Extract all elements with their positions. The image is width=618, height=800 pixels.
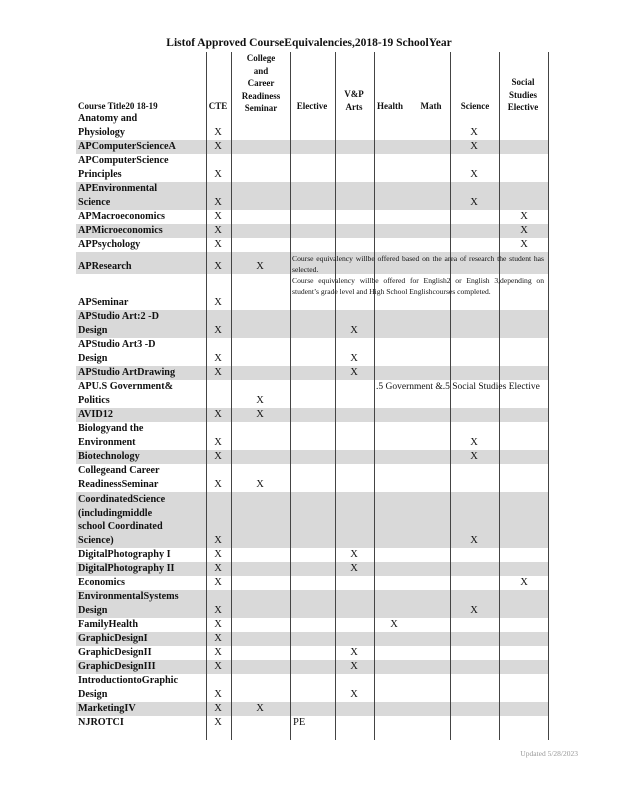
header-ss-line: Social <box>511 77 535 87</box>
course-title-line: EnvironmentalSystems <box>78 591 179 603</box>
updated-date: Updated 5/28/2023 <box>520 749 578 758</box>
course-title-line: Collegeand Career <box>78 465 160 477</box>
course-title <box>78 408 204 422</box>
mark-cte: X <box>214 239 222 250</box>
course-title-line: IntroductiontoGraphic <box>78 675 178 687</box>
course-title-line: Biologyand the <box>78 423 144 435</box>
mark-cte: X <box>214 211 222 222</box>
course-title <box>78 338 204 366</box>
mark-cte: X <box>214 703 222 714</box>
course-title-line: (includingmiddle <box>78 507 153 519</box>
header-health: Health <box>377 101 403 111</box>
mark-science: X <box>470 169 478 180</box>
column-divider <box>231 52 232 740</box>
header-vpa-line: V&P <box>344 89 364 99</box>
course-title <box>78 238 204 252</box>
header-vpa-line: Arts <box>345 101 363 112</box>
mark-science: X <box>470 535 478 546</box>
mark-cte: X <box>214 563 222 574</box>
mark-ccrs: X <box>256 703 264 714</box>
course-title-line: Design <box>78 689 108 701</box>
column-divider <box>450 52 451 740</box>
equivalency-table <box>76 52 548 740</box>
course-title <box>78 632 204 646</box>
header-ccrs-line: Seminar <box>244 103 278 114</box>
course-title <box>78 380 204 408</box>
course-title-line: Principles <box>78 169 122 181</box>
course-title <box>78 182 204 210</box>
mark-ccrs: X <box>256 479 264 490</box>
mark-cte: X <box>214 577 222 588</box>
mark-science: X <box>470 141 478 152</box>
equivalency-note: .5 Government &.5 Social Studies Elective <box>376 382 540 392</box>
course-title-line: DigitalPhotography II <box>78 563 175 575</box>
mark-vpa: X <box>350 689 358 700</box>
mark-cte: X <box>214 325 222 336</box>
course-title-line: Environment <box>78 437 136 449</box>
mark-vpa: X <box>350 661 358 672</box>
course-title-line: Design <box>78 605 108 617</box>
course-title-line: APSeminar <box>78 297 129 309</box>
course-title <box>78 210 204 224</box>
mark-science: X <box>470 127 478 138</box>
column-divider <box>499 52 500 740</box>
mark-cte: X <box>214 225 222 236</box>
mark-ss: X <box>520 239 528 250</box>
mark-vpa: X <box>350 563 358 574</box>
mark-ss: X <box>520 211 528 222</box>
course-title <box>78 548 204 562</box>
header-math: Math <box>420 101 442 111</box>
mark-elective: PE <box>293 717 306 728</box>
mark-science: X <box>470 197 478 208</box>
course-title-line: APComputerScienceA <box>78 141 176 153</box>
course-title <box>78 590 204 618</box>
mark-cte: X <box>214 661 222 672</box>
course-title-line: APMacroeconomics <box>78 211 165 223</box>
course-title <box>78 154 204 182</box>
header-vpa <box>335 88 373 113</box>
mark-vpa: X <box>350 549 358 560</box>
course-title-line: MarketingIV <box>78 703 136 715</box>
header-ss-line: Elective <box>507 102 539 113</box>
course-title <box>78 674 204 702</box>
mark-cte: X <box>214 549 222 560</box>
course-title-line: AVID12 <box>78 409 113 421</box>
course-title-line: GraphicDesignI <box>78 633 148 645</box>
course-title-line: Design <box>78 353 108 365</box>
course-title-line: Anatomy and <box>78 113 138 125</box>
mark-cte: X <box>214 689 222 700</box>
mark-vpa: X <box>350 325 358 336</box>
mark-science: X <box>470 437 478 448</box>
column-divider <box>290 52 291 740</box>
course-title <box>78 464 204 492</box>
course-title-line: GraphicDesignII <box>78 647 152 659</box>
course-title <box>78 618 204 632</box>
course-title <box>78 112 204 140</box>
course-title-line: Economics <box>78 577 125 589</box>
course-title-line: APStudio Art:2 -D <box>78 311 159 323</box>
course-title <box>78 422 204 450</box>
course-title <box>78 576 204 590</box>
mark-cte: X <box>214 437 222 448</box>
mark-cte: X <box>214 169 222 180</box>
equivalency-note: Course equivalency willbe offered for English2 or English 3,depending on student’s grade level and High School Englishcourses completed. <box>292 276 544 297</box>
mark-cte: X <box>214 297 222 308</box>
mark-vpa: X <box>350 647 358 658</box>
mark-cte: X <box>214 535 222 546</box>
mark-cte: X <box>214 605 222 616</box>
mark-cte: X <box>214 197 222 208</box>
course-title <box>78 660 204 674</box>
mark-cte: X <box>214 261 222 272</box>
header-ccrs-line: Career <box>247 78 275 89</box>
mark-ccrs: X <box>256 395 264 406</box>
course-title-line: Science <box>78 197 111 209</box>
header-ccrs-line: Readiness <box>241 90 281 101</box>
course-title-line: CoordinatedScience <box>78 493 166 505</box>
course-title-line: APResearch <box>78 261 132 273</box>
course-title <box>78 140 204 154</box>
mark-cte: X <box>214 451 222 462</box>
course-title-line: Physiology <box>78 127 125 139</box>
mark-cte: X <box>214 647 222 658</box>
course-title <box>78 702 204 716</box>
course-title-line: FamilyHealth <box>78 619 138 631</box>
course-title-line: DigitalPhotography I <box>78 549 171 561</box>
course-title-line: GraphicDesignIII <box>78 661 156 673</box>
header-course-title: Course Title20 18-19 <box>78 101 158 111</box>
mark-cte: X <box>214 633 222 644</box>
header-ss-line: Studies <box>508 89 537 100</box>
course-title <box>78 562 204 576</box>
equivalency-note: Course equivalency willbe offered based on the area of research the student has selected. <box>292 254 544 275</box>
header-ccrs-line: College <box>246 53 276 63</box>
course-title <box>78 366 204 380</box>
mark-ccrs: X <box>256 261 264 272</box>
mark-science: X <box>470 451 478 462</box>
mark-science: X <box>470 605 478 616</box>
course-title <box>78 260 204 274</box>
header-science: Science <box>460 101 490 111</box>
course-title <box>78 646 204 660</box>
mark-cte: X <box>214 141 222 152</box>
mark-cte: X <box>214 367 222 378</box>
course-title <box>78 450 204 464</box>
column-divider <box>374 52 375 740</box>
column-divider <box>335 52 336 740</box>
header-cte: CTE <box>208 101 228 111</box>
header-college-career-readiness <box>233 52 289 115</box>
course-title-line: APStudio ArtDrawing <box>78 367 176 379</box>
course-title <box>78 224 204 238</box>
mark-ss: X <box>520 577 528 588</box>
course-title-line: APU.S Government& <box>78 381 174 393</box>
course-title-line: Science) <box>78 535 114 547</box>
column-divider <box>548 52 549 740</box>
course-title <box>78 296 204 310</box>
course-title <box>78 310 204 338</box>
mark-vpa: X <box>350 353 358 364</box>
course-title-line: APPsychology <box>78 239 141 251</box>
header-ccrs-line: and <box>253 65 269 76</box>
mark-cte: X <box>214 353 222 364</box>
course-title <box>78 716 204 730</box>
mark-ss: X <box>520 225 528 236</box>
mark-health: X <box>390 619 398 630</box>
mark-cte: X <box>214 409 222 420</box>
column-divider <box>206 52 207 740</box>
course-title-line: Biotechnology <box>78 451 140 463</box>
mark-ccrs: X <box>256 409 264 420</box>
course-title-line: ReadinessSeminar <box>78 479 159 491</box>
course-title-line: APStudio Art3 -D <box>78 339 156 351</box>
course-title-line: Politics <box>78 395 110 407</box>
mark-cte: X <box>214 619 222 630</box>
course-title-line: APMicroeconomics <box>78 225 163 237</box>
mark-cte: X <box>214 479 222 490</box>
course-title-line: school Coordinated <box>78 521 163 533</box>
course-title-line: NJROTCI <box>78 717 124 729</box>
course-title-line: APEnvironmental <box>78 183 158 195</box>
mark-cte: X <box>214 717 222 728</box>
course-title-line: Design <box>78 325 108 337</box>
mark-cte: X <box>214 127 222 138</box>
header-social-studies-elective <box>499 76 547 114</box>
course-title-line: APComputerScience <box>78 155 169 167</box>
header-elective: Elective <box>296 101 328 111</box>
document-title: Listof Approved CourseEquivalencies,2018-19 SchoolYear <box>166 37 452 49</box>
course-title <box>78 493 204 548</box>
mark-vpa: X <box>350 367 358 378</box>
